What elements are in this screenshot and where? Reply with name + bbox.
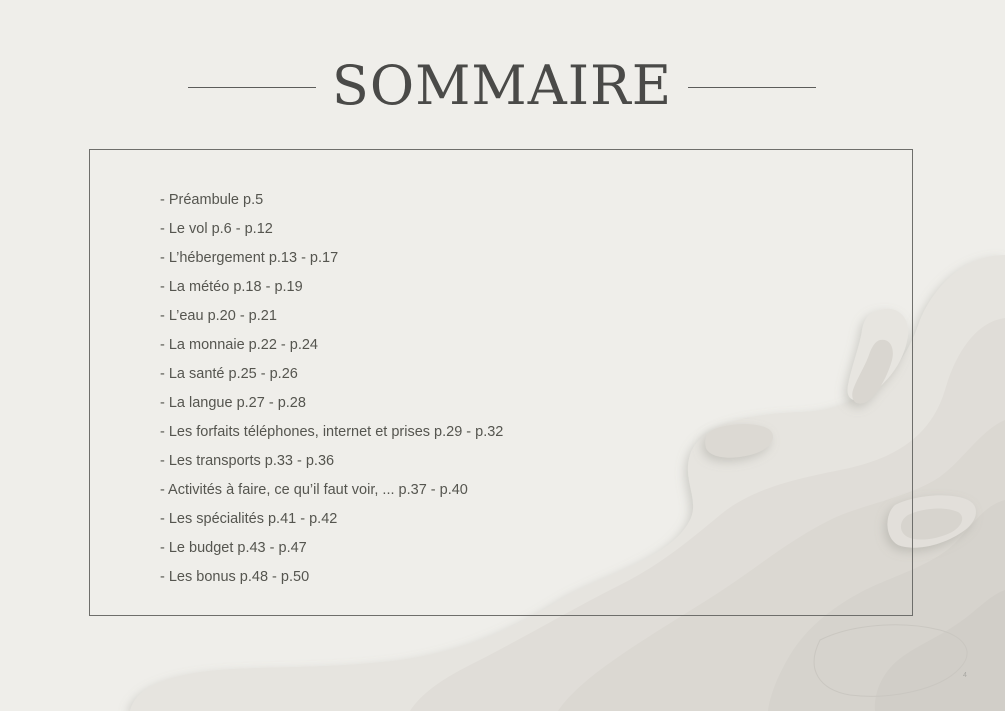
page-number: 4	[963, 672, 967, 679]
toc-entry-langue: - La langue p.27 - p.28	[160, 395, 306, 411]
table-of-contents-list	[160, 188, 503, 594]
table-of-contents-box	[89, 149, 913, 616]
toc-entry-sante: - La santé p.25 - p.26	[160, 366, 298, 382]
title-rule-right	[688, 87, 816, 88]
toc-entry-le-vol: - Le vol p.6 - p.12	[160, 221, 273, 237]
toc-entry-activites: - Activités à faire, ce qu’il faut voir, ... p.37 - p.40	[160, 482, 468, 498]
toc-entry-specialites: - Les spécialités p.41 - p.42	[160, 511, 338, 527]
toc-entry-budget: - Le budget p.43 - p.47	[160, 540, 307, 556]
toc-entry-bonus: - Les bonus p.48 - p.50	[160, 569, 310, 585]
toc-entry-eau: - L’eau p.20 - p.21	[160, 308, 277, 324]
toc-entry-meteo: - La météo p.18 - p.19	[160, 279, 303, 295]
page-header	[0, 50, 1005, 120]
page-title: SOMMAIRE	[331, 54, 673, 117]
toc-entry-preambule: - Préambule p.5	[160, 192, 264, 208]
toc-entry-forfaits: - Les forfaits téléphones, internet et prises p.29 - p.32	[160, 424, 504, 440]
toc-entry-transports: - Les transports p.33 - p.36	[160, 453, 335, 469]
title-rule-left	[188, 87, 316, 88]
toc-entry-monnaie: - La monnaie p.22 - p.24	[160, 337, 318, 353]
toc-entry-hebergement: - L’hébergement p.13 - p.17	[160, 250, 339, 266]
